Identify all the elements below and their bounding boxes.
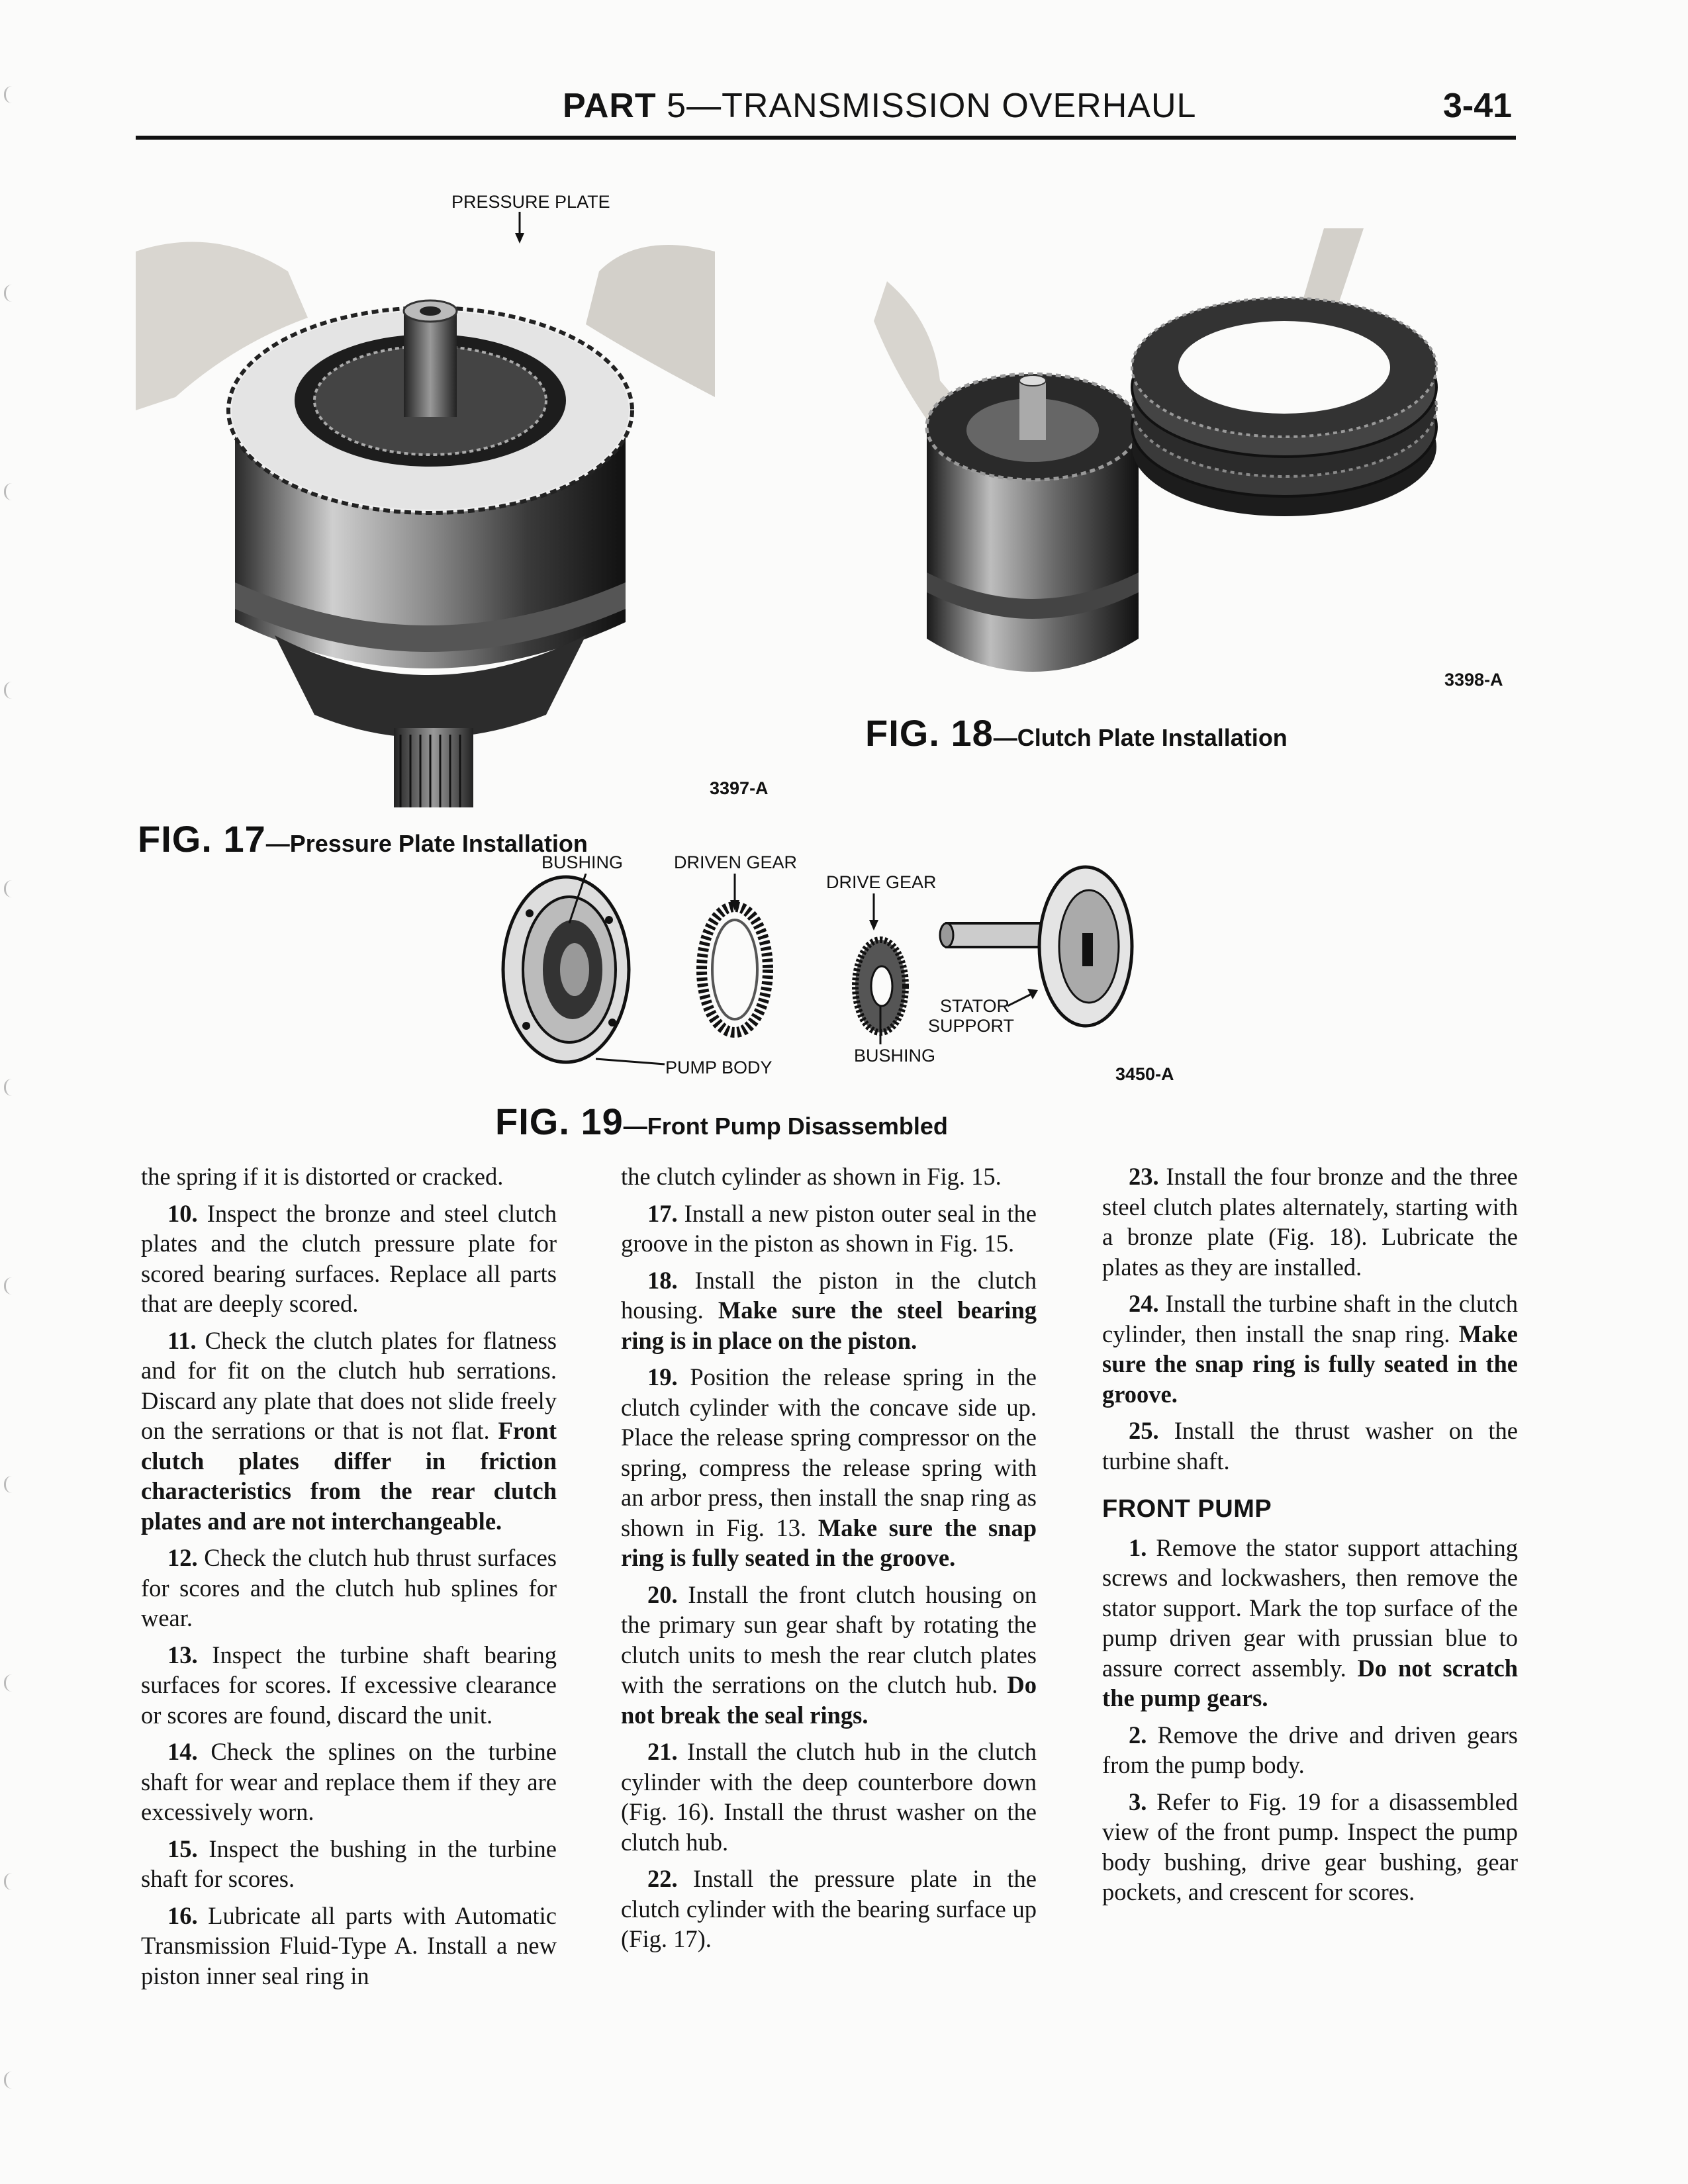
paragraph-step-25: 25. Install the thrust washer on the turbine shaft. [1102, 1417, 1518, 1475]
fig17-clutch-assembly-illustration [136, 212, 715, 807]
scan-edge-mark [4, 1277, 13, 1295]
fig17-caption: FIG. 17—Pressure Plate Installation [138, 818, 588, 860]
paragraph-step-13: 13. Inspect the turbine shaft bearing surfaces for scores. If excessive clearance or scores are found, discard the unit. [141, 1641, 557, 1729]
fig17-photo [136, 212, 715, 807]
scan-edge-mark [4, 1674, 13, 1692]
paragraph: the clutch cylinder as shown in Fig. 15. [621, 1163, 1002, 1190]
scan-edge-mark [4, 1873, 13, 1890]
text-column-2 [621, 1161, 1037, 1961]
fig17-label-pressure-plate: PRESSURE PLATE [451, 192, 610, 212]
fig19-label-bushing: BUSHING [541, 852, 624, 872]
paragraph-step-24: 24. Install the turbine shaft in the clutch cylinder, then install the snap ring. Make sure the snap ring is fully seated in the groove. [1102, 1290, 1519, 1408]
fig19-label-pump-body: PUMP BODY [665, 1058, 773, 1077]
fig19-label-bushing-lower: BUSHING [854, 1046, 936, 1066]
paragraph-step-11: 11. Check the clutch plates for flatness and for fit on the clutch hub serrations. Discard any plate that does not slide freely on the serrations or that is not flat. Front clutch plates differ in friction characteristics from the rear clutch plates and are not interchangeable. [141, 1326, 557, 1535]
scan-edge-mark [4, 1079, 13, 1096]
fig17-code: 3397-A [710, 778, 769, 798]
paragraph: the spring if it is distorted or cracked. [141, 1163, 504, 1190]
fig19-arrow-driven-gear [728, 874, 741, 913]
paragraph-step-18: 18. Install the piston in the clutch housing. Make sure the steel bearing ring is in place on the piston. [621, 1266, 1037, 1354]
scan-edge-mark [4, 682, 13, 699]
scan-edge-mark [4, 285, 13, 302]
paragraph-step-21: 21. Install the clutch hub in the clutch cylinder with the deep counterbore down (Fig. 16). Install the thrust washer on the clutch hub. [621, 1738, 1037, 1856]
fig18-code: 3398-A [1444, 670, 1503, 690]
paragraph-step-22: 22. Install the pressure plate in the clutch cylinder with the bearing surface up (Fig. 17). [621, 1865, 1037, 1952]
paragraph-step-12: 12. Check the clutch hub thrust surfaces for scores and the clutch hub splines for wear. [141, 1544, 557, 1631]
paragraph-step-23: 23. Install the four bronze and the three steel clutch plates alternately, starting with a bronze plate (Fig. 18). Lubricate the plates as they are installed. [1102, 1163, 1518, 1281]
paragraph-front-pump-step-2: 2. Remove the drive and driven gears from the pump body. [1102, 1721, 1518, 1778]
scan-edge-mark [4, 86, 13, 103]
page-number: 3-41 [1443, 87, 1513, 125]
running-header-title: PART 5—TRANSMISSION OVERHAUL [563, 87, 1197, 125]
fig18-clutch-plates-illustration [861, 228, 1489, 692]
fig19-leader-bushing-lower [874, 1006, 887, 1046]
fig17-pointer-arrow [513, 212, 526, 245]
section-heading-front-pump: FRONT PUMP [1102, 1495, 1272, 1523]
paragraph-step-14: 14. Check the splines on the turbine shaft for wear and replace them if they are excessively worn. [141, 1738, 557, 1825]
fig19-label-driven-gear: DRIVEN GEAR [674, 852, 798, 872]
header-rule [136, 136, 1516, 140]
fig18-photo [861, 228, 1489, 692]
text-column-3 [1102, 1161, 1518, 1914]
scan-edge-mark [4, 880, 13, 897]
paragraph-step-19: 19. Position the release spring in the clutch cylinder with the concave side up. Place the release spring compressor on the spring, compress the release spring with an arbor press, then install the snap ring as shown in Fig. 13. Make sure the snap ring is fully seated in the groove. [621, 1363, 1037, 1571]
paragraph-front-pump-step-1: 1. Remove the stator support attaching screws and lockwashers, then remove the stator support. Mark the top surface of the pump driven gear with prussian blue to assure correct assembly. Do not scratch the pump gears. [1102, 1533, 1519, 1711]
fig19-arrow-stator-support [1008, 986, 1041, 1013]
scan-edge-mark [4, 1476, 13, 1493]
fig19-label-drive-gear: DRIVE GEAR [826, 872, 937, 892]
paragraph-step-16: 16. Lubricate all parts with Automatic Transmission Fluid-Type A. Install a new piston inner seal ring in [141, 1901, 557, 1989]
fig18-caption: FIG. 18—Clutch Plate Installation [865, 712, 1288, 754]
scan-edge-mark [4, 2071, 13, 2089]
fig19-leader-pump-body [596, 1054, 665, 1073]
paragraph-step-15: 15. Inspect the bushing in the turbine shaft for scores. [141, 1835, 557, 1892]
fig19-leader-bushing [559, 874, 599, 927]
text-column-1 [141, 1161, 557, 1997]
paragraph-front-pump-step-3: 3. Refer to Fig. 19 for a disassembled view of the front pump. Inspect the pump body bushing, drive gear bushing, gear pockets, and crescent for scores. [1102, 1788, 1518, 1905]
paragraph-step-10: 10. Inspect the bronze and steel clutch plates and the clutch pressure plate for scored bearing surfaces. Replace all parts that are deeply scored. [141, 1199, 557, 1317]
fig19-code: 3450-A [1115, 1064, 1174, 1084]
fig19-caption: FIG. 19—Front Pump Disassembled [495, 1101, 948, 1142]
fig19-label-stator: STATOR [940, 996, 1010, 1016]
paragraph-step-17: 17. Install a new piston outer seal in the groove in the piston as shown in Fig. 15. [621, 1199, 1037, 1257]
fig19-label-support: SUPPORT [928, 1016, 1015, 1036]
scan-edge-mark [4, 483, 13, 500]
paragraph-step-20: 20. Install the front clutch housing on the primary sun gear shaft by rotating the clutch units to mesh the rear clutch plates with the serrations on the clutch hub. Do not break the seal rings. [621, 1580, 1037, 1729]
fig19-arrow-drive-gear [867, 893, 880, 933]
